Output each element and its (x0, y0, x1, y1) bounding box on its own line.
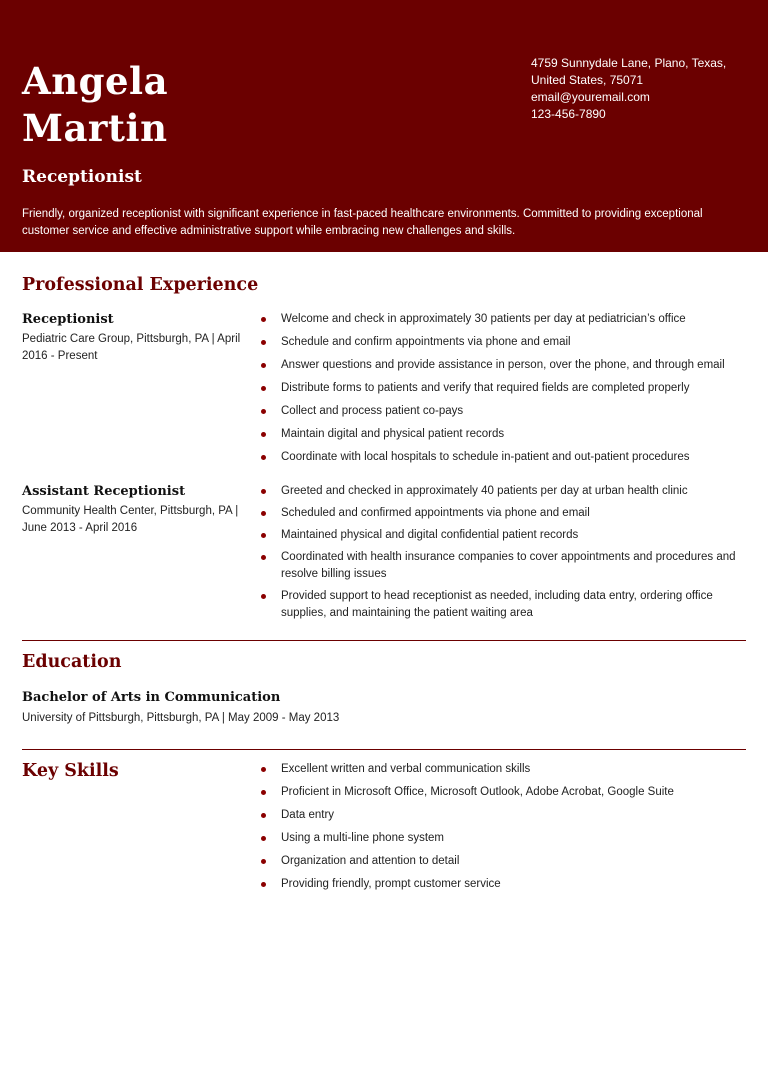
job-bullet: Maintain digital and physical patient records (281, 426, 751, 443)
job-bullet: Greeted and checked in approximately 40 patients per day at urban health clinic (281, 483, 751, 500)
skill-item: Organization and attention to detail (281, 853, 751, 870)
job-bullet: Distribute forms to patients and verify that required fields are completed properly (281, 380, 751, 397)
job-bullet: Provided support to head receptionist as needed, including data entry, ordering office supplies, and maintaining the patient waiting area (281, 588, 751, 622)
job-bullet: Coordinated with health insurance companies to cover appointments and procedures and resolve billing issues (281, 549, 751, 583)
job-entry (22, 311, 242, 365)
job-title: Receptionist (22, 312, 114, 327)
skill-item: Proficient in Microsoft Office, Microsoft Outlook, Adobe Acrobat, Google Suite (281, 784, 751, 801)
degree: Bachelor of Arts in Communication (22, 690, 281, 705)
school: University of Pittsburgh, Pittsburgh, PA | May 2009 - May 2013 (22, 712, 340, 724)
job-bullets (281, 483, 751, 622)
skills-heading: Key Skills (22, 761, 119, 781)
skill-item: Excellent written and verbal communication skills (281, 761, 751, 778)
section-divider (22, 749, 746, 750)
contact-info (531, 55, 751, 123)
address-line-1: 4759 Sunnydale Lane, Plano, Texas, (531, 56, 727, 70)
first-name: Angela (22, 59, 169, 103)
job-bullet: Welcome and check in approximately 30 patients per day at pediatrician’s office (281, 311, 751, 328)
candidate-name (22, 58, 322, 152)
experience-heading: Professional Experience (22, 275, 259, 295)
education-heading: Education (22, 652, 122, 672)
summary: Friendly, organized receptionist with significant experience in fast-paced healthcare environments. Committed to providing exceptional customer service and effective administrative support while embracing new challenges and skills. (22, 208, 703, 237)
job-bullet: Maintained physical and digital confidential patient records (281, 527, 751, 544)
job-entry (22, 483, 242, 537)
address-line-2: United States, 75071 (531, 73, 644, 87)
job-title: Receptionist (22, 167, 142, 187)
job-meta: Pediatric Care Group, Pittsburgh, PA | April 2016 - Present (22, 333, 241, 362)
email[interactable]: email@youremail.com (531, 90, 650, 104)
last-name: Martin (22, 106, 168, 150)
section-divider (22, 640, 746, 641)
skill-item: Using a multi-line phone system (281, 830, 751, 847)
job-bullet: Coordinate with local hospitals to schedule in-patient and out-patient procedures (281, 449, 751, 466)
job-bullets (281, 311, 751, 466)
skills-list (281, 761, 751, 893)
job-bullet: Answer questions and provide assistance in person, over the phone, and through email (281, 357, 751, 374)
job-bullet: Schedule and confirm appointments via phone and email (281, 334, 751, 351)
job-title: Assistant Receptionist (22, 484, 186, 499)
job-bullet: Collect and process patient co-pays (281, 403, 751, 420)
skill-item: Data entry (281, 807, 751, 824)
job-meta: Community Health Center, Pittsburgh, PA | June 2013 - April 2016 (22, 505, 239, 534)
skill-item: Providing friendly, prompt customer service (281, 876, 751, 893)
job-bullet: Scheduled and confirmed appointments via phone and email (281, 505, 751, 522)
phone[interactable]: 123-456-7890 (531, 107, 606, 121)
header-banner (0, 0, 768, 252)
